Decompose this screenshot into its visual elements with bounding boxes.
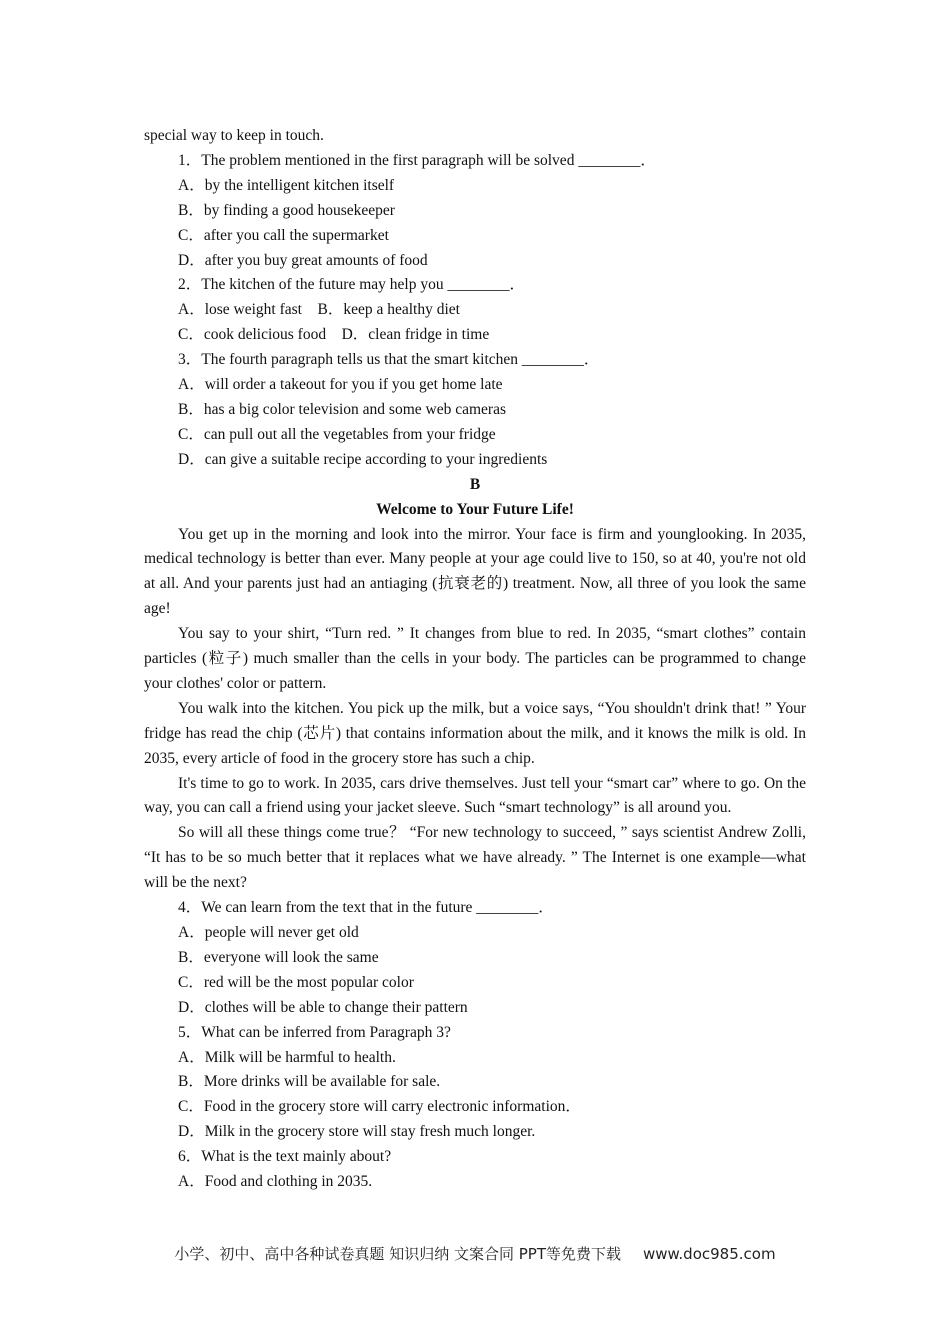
option: A．lose weight fast B．keep a healthy diet [178,301,460,319]
page-footer [0,1243,950,1264]
option: B．everyone will look the same [178,948,379,966]
question-6 [144,1145,806,1195]
question-3 [144,348,806,473]
question-2 [144,273,806,348]
passage-a-tail: special way to keep in touch. [144,127,324,144]
question-1 [144,149,806,274]
option: D．clothes will be able to change their pattern [178,998,468,1016]
option: D．can give a suitable recipe according to your ingredients [178,450,548,468]
question-stem: 1．The problem mentioned in the first paragraph will be solved ________． [178,151,656,169]
option: A．Food and clothing in 2035. [178,1173,373,1191]
footer-url[interactable]: www.doc985.com [642,1245,776,1263]
question-4 [144,896,806,1021]
question-5 [144,1021,806,1146]
option: A．by the intelligent kitchen itself [178,176,395,194]
question-stem: 3．The fourth paragraph tells us that the smart kitchen ________． [178,351,600,369]
option: B．by finding a good housekeeper [178,201,395,219]
option: C．cook delicious food D．clean fridge in time [178,326,490,344]
question-stem: 4．We can learn from the text that in the future ________． [178,899,554,917]
option: A．Milk will be harmful to health. [178,1048,396,1066]
option: C．red will be the most popular color [178,973,414,991]
paragraph-4: It's time to go to work. In 2035, cars drive themselves. Just tell your “smart car” where to go. On the way, you can call a friend using your jacket sleeve. Such “smart technology” is all around you. [144,774,806,817]
paragraph-2: You say to your shirt, “Turn red. ” It changes from blue to red. In 2035, “smart clothes” contain particles (粒子) much smaller than the cells in your body. The particles can be programmed to change your clothes' color or pattern. [144,625,806,692]
option: C．after you call the supermarket [178,226,389,244]
option: D．after you buy great amounts of food [178,251,428,269]
option: B．More drinks will be available for sale. [178,1073,441,1091]
option: C．Food in the grocery store will carry electronic information． [178,1098,581,1116]
paragraph-5: So will all these things come true？ “For new technology to succeed, ” says scientist Andrew Zolli, “It has to be so much better that it replaces what we have already. ” The Internet is one example—what will be the next? [144,824,806,892]
paragraph-1: You get up in the morning and look into the mirror. Your face is firm and younglooking. In 2035, medical technology is better than ever. Many people at your age could live to 150, so at 40, you're not old at all. And your parents just had an antiaging (抗衰老的) treatment. Now, all three of you look the same age! [144,525,806,618]
question-stem: 2．The kitchen of the future may help you ________． [178,276,525,294]
option: B．has a big color television and some web cameras [178,400,506,418]
document-body [144,124,806,1195]
paragraph-3: You walk into the kitchen. You pick up the milk, but a voice says, “You shouldn't drink that! ” Your fridge has read the chip (芯片) that contains information about the milk, and it knows the milk is old. In 2035, every article of food in the grocery store has such a chip. [144,699,806,767]
option: A．people will never get old [178,924,359,941]
footer-text: 小学、初中、高中各种试卷真题 知识归纳 文案合同 PPT等免费下载 [174,1245,621,1263]
section-b-label: B [469,475,481,493]
option: D．Milk in the grocery store will stay fresh much longer. [178,1123,536,1141]
question-stem: 6．What is the text mainly about? [178,1148,392,1166]
option: C．can pull out all the vegetables from your fridge [178,425,496,443]
option: A．will order a takeout for you if you get home late [178,376,503,394]
section-b-title: Welcome to Your Future Life! [376,500,574,518]
question-stem: 5．What can be inferred from Paragraph 3? [178,1023,451,1041]
